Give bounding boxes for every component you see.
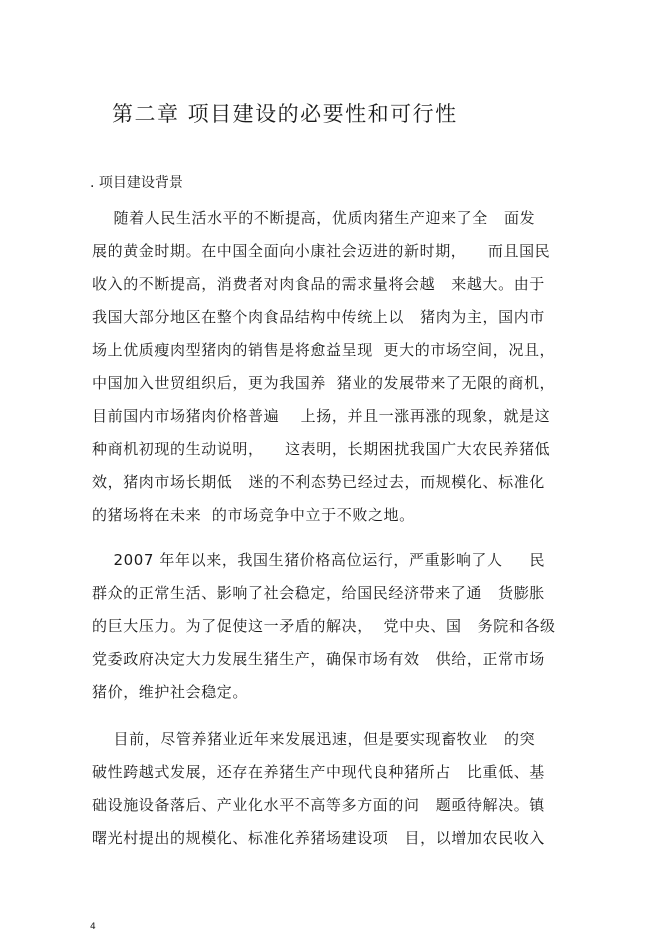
paragraph-line: 场上优质瘦肉型猪肉的销售是将愈益呈现 更大的市场空间，况且， xyxy=(92,341,556,359)
paragraph-line: 展的黄金时期。在中国全面向小康社会迈进的新时期， 而且国民 xyxy=(92,242,551,260)
paragraph-line: 党委政府决定大力发展生猪生产，确保市场有效 供给，正常市场 xyxy=(92,650,545,668)
paragraph-line: 我国大部分地区在整个肉食品结构中传统上以 猪肉为主，国内市 xyxy=(92,308,545,326)
paragraph-line: 2007 年年以来，我国生猪价格高位运行，严重影响了人 民 xyxy=(92,551,546,569)
paragraph-line: 的巨大压力。为了促使这一矛盾的解决， 党中央、国 务院和各级 xyxy=(92,617,556,635)
paragraph-line: 目前国内市场猪肉价格普遍 上扬，并且一涨再涨的现象，就是这 xyxy=(92,407,551,425)
paragraph-line: 群众的正常生活、影响了社会稳定，给国民经济带来了通 货膨胀 xyxy=(92,584,545,602)
paragraph-line: 猪价，维护社会稳定。 xyxy=(92,683,249,701)
paragraph-line: 收入的不断提高，消费者对肉食品的需求量将会越 来越大。由于 xyxy=(92,275,545,293)
paragraph-line: 础设施设备落后、产业化水平不高等多方面的问 题亟待解决。镇 xyxy=(92,796,545,814)
paragraph-line: 曙光村提出的规模化、标准化养猪场建设项 目，以增加农民收入 xyxy=(92,829,545,847)
paragraph-line: 随着人民生活水平的不断提高，优质肉猪生产迎来了全 面发 xyxy=(92,209,536,227)
section-heading: . 项目建设背景 xyxy=(90,175,183,191)
paragraph-line: 中国加入世贸组织后，更为我国养 猪业的发展带来了无限的商机， xyxy=(92,374,556,392)
paragraph-line: 破性跨越式发展，还存在养猪生产中现代良种猪所占 比重低、基 xyxy=(92,763,545,781)
paragraph-line: 效，猪肉市场长期低 迷的不利态势已经过去，而规模化、标准化 xyxy=(92,473,545,491)
chapter-title: 第二章 项目建设的必要性和可行性 xyxy=(112,102,458,126)
paragraph-line: 目前，尽管养猪业近年来发展迅速，但是要实现畜牧业 的突 xyxy=(92,730,536,748)
paragraph-line: 种商机初现的生动说明， 这表明，长期困扰我国广大农民养猪低 xyxy=(92,440,551,458)
page-number: 4 xyxy=(90,922,96,932)
paragraph-line: 的猪场将在未来 的市场竞争中立于不败之地。 xyxy=(92,506,415,524)
